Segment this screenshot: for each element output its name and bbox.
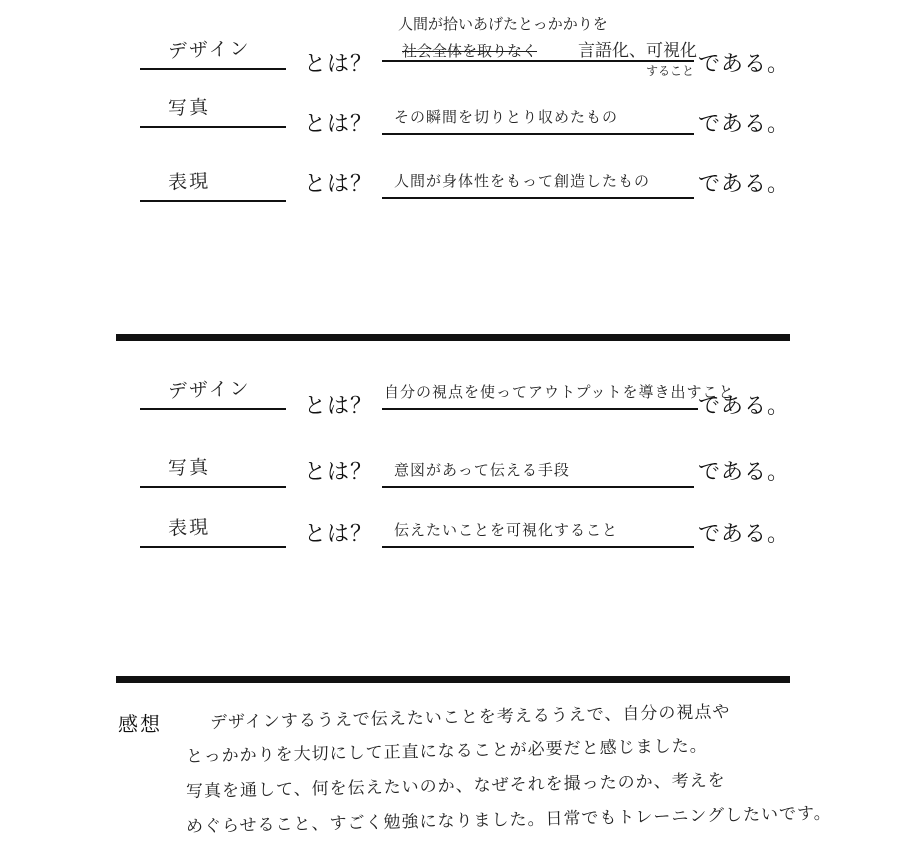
answer-blank [382,157,694,199]
answer-blank [382,506,694,548]
answer-text: 自分の視点を使ってアウトプットを導き出すこと [384,383,735,401]
answer-text: 意図があって伝える手段 [394,461,570,479]
section-divider [116,334,790,341]
impressions-label: 感想 [118,712,162,736]
suffix-text: である。 [698,52,791,77]
answer-blank [382,368,735,410]
suffix-text: である。 [698,460,791,485]
after-row-expression [0,490,900,550]
term-text: デザイン [167,377,252,403]
connector-text: とは？ [304,172,374,197]
answer-blank [382,446,694,488]
connector-text: とは？ [304,52,374,77]
connector-text: とは？ [304,112,374,137]
connector-text: とは？ [304,522,374,547]
before-row-design [0,10,900,78]
answer-text: その瞬間を切りとり収めたもの [394,108,619,126]
before-row-photo [0,80,900,140]
answer-note-above: 人間が拾いあげたとっかかりを [398,15,608,33]
term-blank [140,446,286,488]
connector-text: とは？ [304,460,374,485]
term-text: 写真 [167,456,211,480]
term-text: 表現 [167,170,211,194]
impressions-line: 写真を通して、何を伝えたいのか、なぜそれを撮ったのか、考えを [185,770,726,802]
before-row-expression [0,140,900,200]
impressions-line: めぐらせること、すごく勉強になりました。日常でもトレーニングしたいです。 [185,803,832,837]
section-divider [116,676,790,683]
term-text: 写真 [167,96,211,120]
term-text: デザイン [167,37,252,63]
term-text: 表現 [167,516,211,540]
suffix-text: である。 [698,112,791,137]
answer-blank [382,20,694,62]
connector-text: とは？ [304,394,374,419]
impressions-line: デザインするうえで伝えたいことを考えるうえで、自分の視点や [209,702,731,733]
term-blank [140,28,286,70]
term-blank [140,506,286,548]
answer-tail: 言語化、可視化 [578,41,697,61]
term-blank [140,368,286,410]
answer-text: 人間が身体性をもって創造したもの [394,172,651,190]
suffix-text: である。 [698,522,791,547]
after-row-photo [0,428,900,488]
term-blank [140,86,286,128]
answer-tail-sub: すること [646,64,695,78]
term-blank [140,160,286,202]
answer-struck-text: 社会全体を取りなく [402,42,538,60]
impressions-line: とっかかりを大切にして正直になることが必要だと感じました。 [185,736,708,767]
suffix-text: である。 [698,172,791,197]
answer-blank [382,93,694,135]
after-row-design [0,362,900,422]
answer-text: 伝えたいことを可視化すること [394,521,619,539]
suffix-text: である。 [698,394,791,419]
